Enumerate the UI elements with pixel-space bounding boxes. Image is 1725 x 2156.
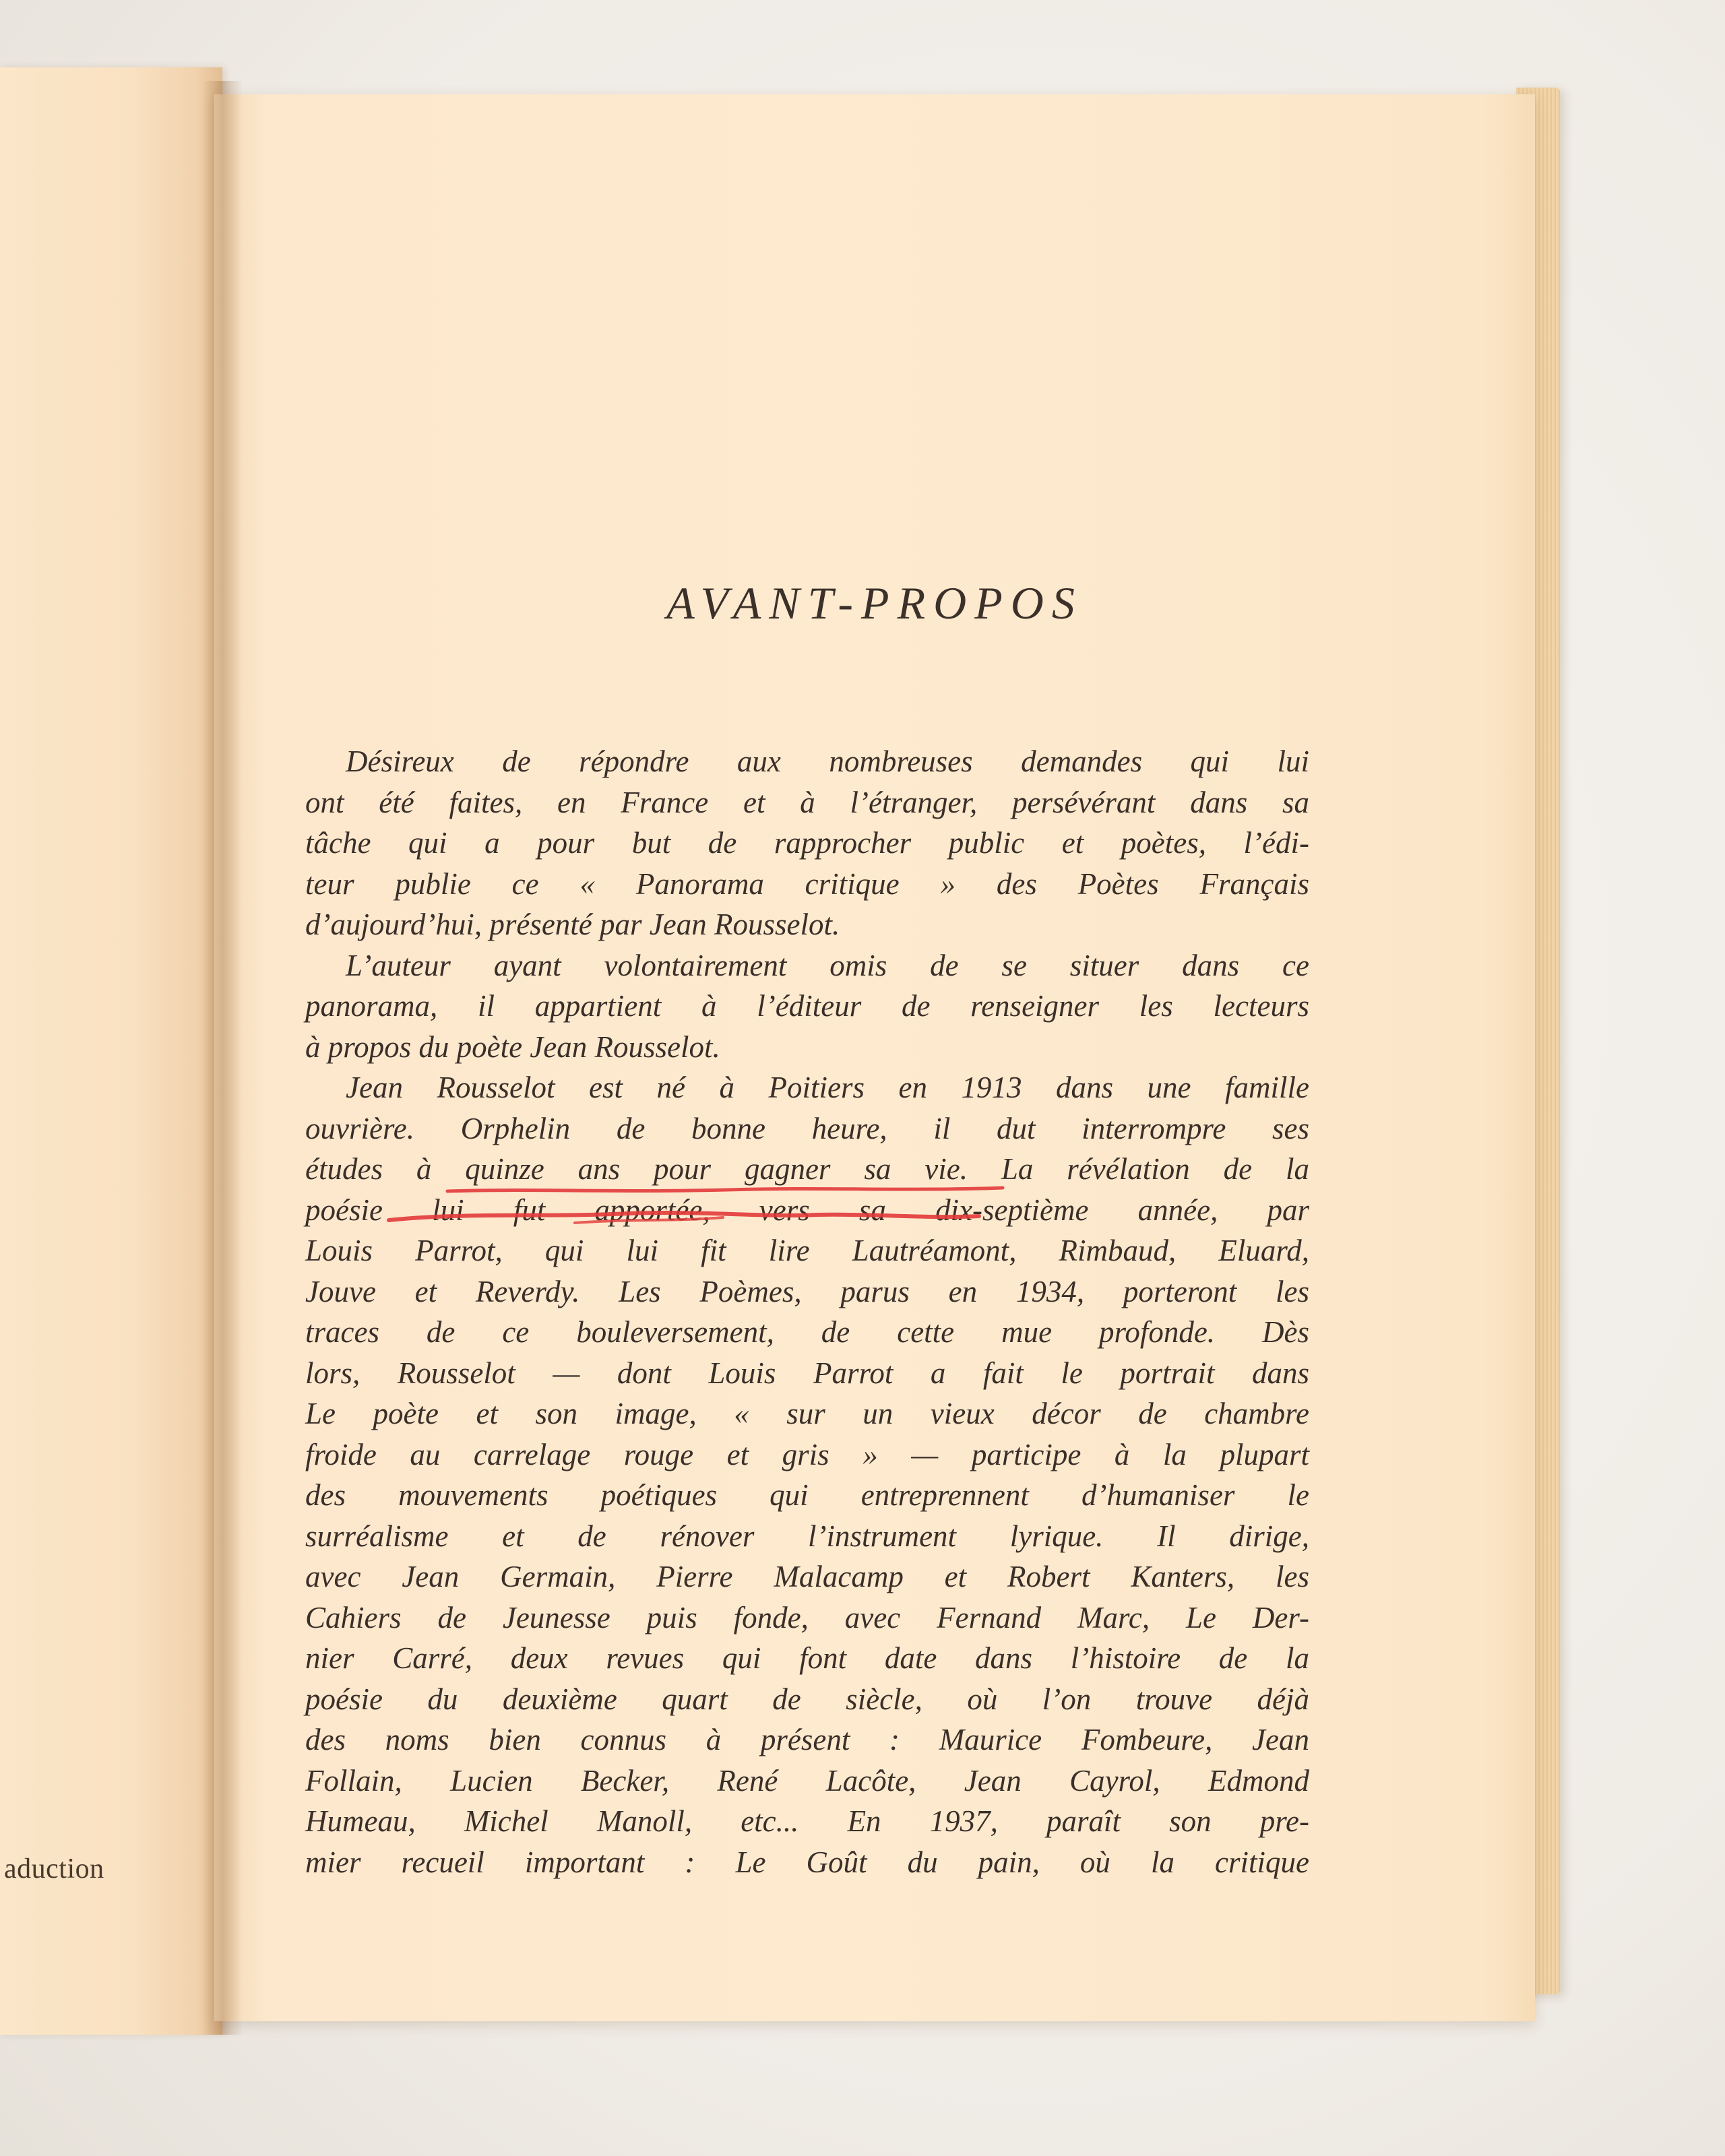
text-line: Follain, Lucien Becker, René Lacôte, Jean Cayrol, Edmond — [305, 1763, 1309, 1798]
text-line: avec Jean Germain, Pierre Malacamp et Robert Kanters, les — [305, 1560, 1309, 1593]
text-line: ouvrière. Orphelin de bonne heure, il dut interrompre ses — [305, 1111, 1309, 1145]
text-line: Le poète et son image, « sur un vieux décor de chambre — [305, 1397, 1309, 1430]
text-line: Humeau, Michel Manoll, etc... En 1937, paraît son pre- — [305, 1804, 1309, 1838]
text-line: à propos du poète Jean Rousselot. — [305, 1029, 720, 1064]
text-line: nier Carré, deux revues qui font date dans l’histoire de la — [305, 1641, 1309, 1675]
text-line: traces de ce bouleversement, de cette mue profonde. Dès — [305, 1315, 1309, 1349]
facing-left-page — [0, 67, 222, 2035]
text-line: Désireux de répondre aux nombreuses demandes qui lui — [346, 744, 1309, 778]
text-line: des noms bien connus à présent : Maurice Fombeure, Jean — [305, 1723, 1309, 1756]
text-line: Jean Rousselot est né à Poitiers en 1913 dans une famille — [346, 1071, 1309, 1104]
text-line: Jouve et Reverdy. Les Poèmes, parus en 1934, porteront les — [305, 1274, 1309, 1308]
text-line: lors, Rousselot — dont Louis Parrot a fait le portrait dans — [305, 1356, 1309, 1390]
text-line: poésie du deuxième quart de siècle, où l’on trouve déjà — [305, 1682, 1309, 1716]
left-page-text-fragment: aduction — [4, 1853, 104, 1884]
text-line: tâche qui a pour but de rapprocher public et poètes, l’édi- — [305, 826, 1309, 860]
text-line: poésie lui fut apportée, vers sa dix-septième année, par — [305, 1193, 1309, 1227]
book-page — [214, 94, 1535, 2021]
text-line: panorama, il appartient à l’éditeur de renseigner les lecteurs — [305, 989, 1309, 1023]
text-line: surréalisme et de rénover l’instrument lyrique. Il dirige, — [305, 1519, 1309, 1553]
page-heading: AVANT-PROPOS — [666, 577, 1083, 629]
book-gutter-shadow — [202, 81, 243, 2035]
text-line: L’auteur ayant volontairement omis de se situer dans ce — [346, 948, 1309, 982]
text-line: études à quinze ans pour gagner sa vie. La révélation de la — [305, 1152, 1309, 1186]
text-line: ont été faites, en France et à l’étranger, persévérant dans sa — [305, 785, 1309, 819]
text-line: Cahiers de Jeunesse puis fonde, avec Fernand Marc, Le Der- — [305, 1600, 1309, 1635]
text-line: froide au carrelage rouge et gris » — participe à la plupart — [305, 1437, 1309, 1471]
text-line: Louis Parrot, qui lui fit lire Lautréamont, Rimbaud, Eluard, — [305, 1234, 1309, 1267]
text-line: teur publie ce « Panorama critique » des Poètes Français — [305, 866, 1309, 901]
text-line: des mouvements poétiques qui entreprennent d’humaniser le — [305, 1478, 1309, 1512]
text-line: mier recueil important : Le Goût du pain, où la critique — [305, 1845, 1309, 1879]
text-line: d’aujourd’hui, présenté par Jean Rousselot. — [305, 908, 840, 941]
body-text — [305, 741, 1309, 1882]
